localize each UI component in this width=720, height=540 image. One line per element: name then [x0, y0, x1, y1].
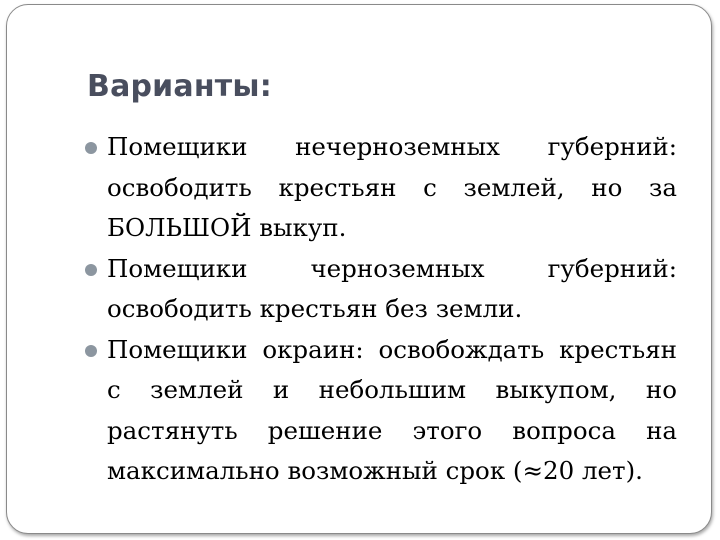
bullet-text: Помещики черноземных губерний: освободить крестьян без земли. [107, 253, 677, 323]
slide-title: Варианты: [87, 69, 272, 104]
bullet-text: Помещики окраин: освобождать крестьян с землей и небольшим выкупом, но растянуть решение этого вопроса на максимально возможный срок (≈20 лет). [107, 334, 677, 485]
bullet-icon [85, 142, 97, 154]
bullet-icon [85, 264, 97, 276]
bullet-list [85, 127, 677, 492]
list-item [85, 127, 677, 249]
slide-frame [6, 4, 712, 534]
list-item [85, 330, 677, 492]
list-item [85, 249, 677, 330]
bullet-icon [85, 345, 97, 357]
bullet-text: Помещики нечерноземных губерний: освободить крестьян с землей, но за БОЛЬШОЙ выкуп. [107, 132, 677, 242]
